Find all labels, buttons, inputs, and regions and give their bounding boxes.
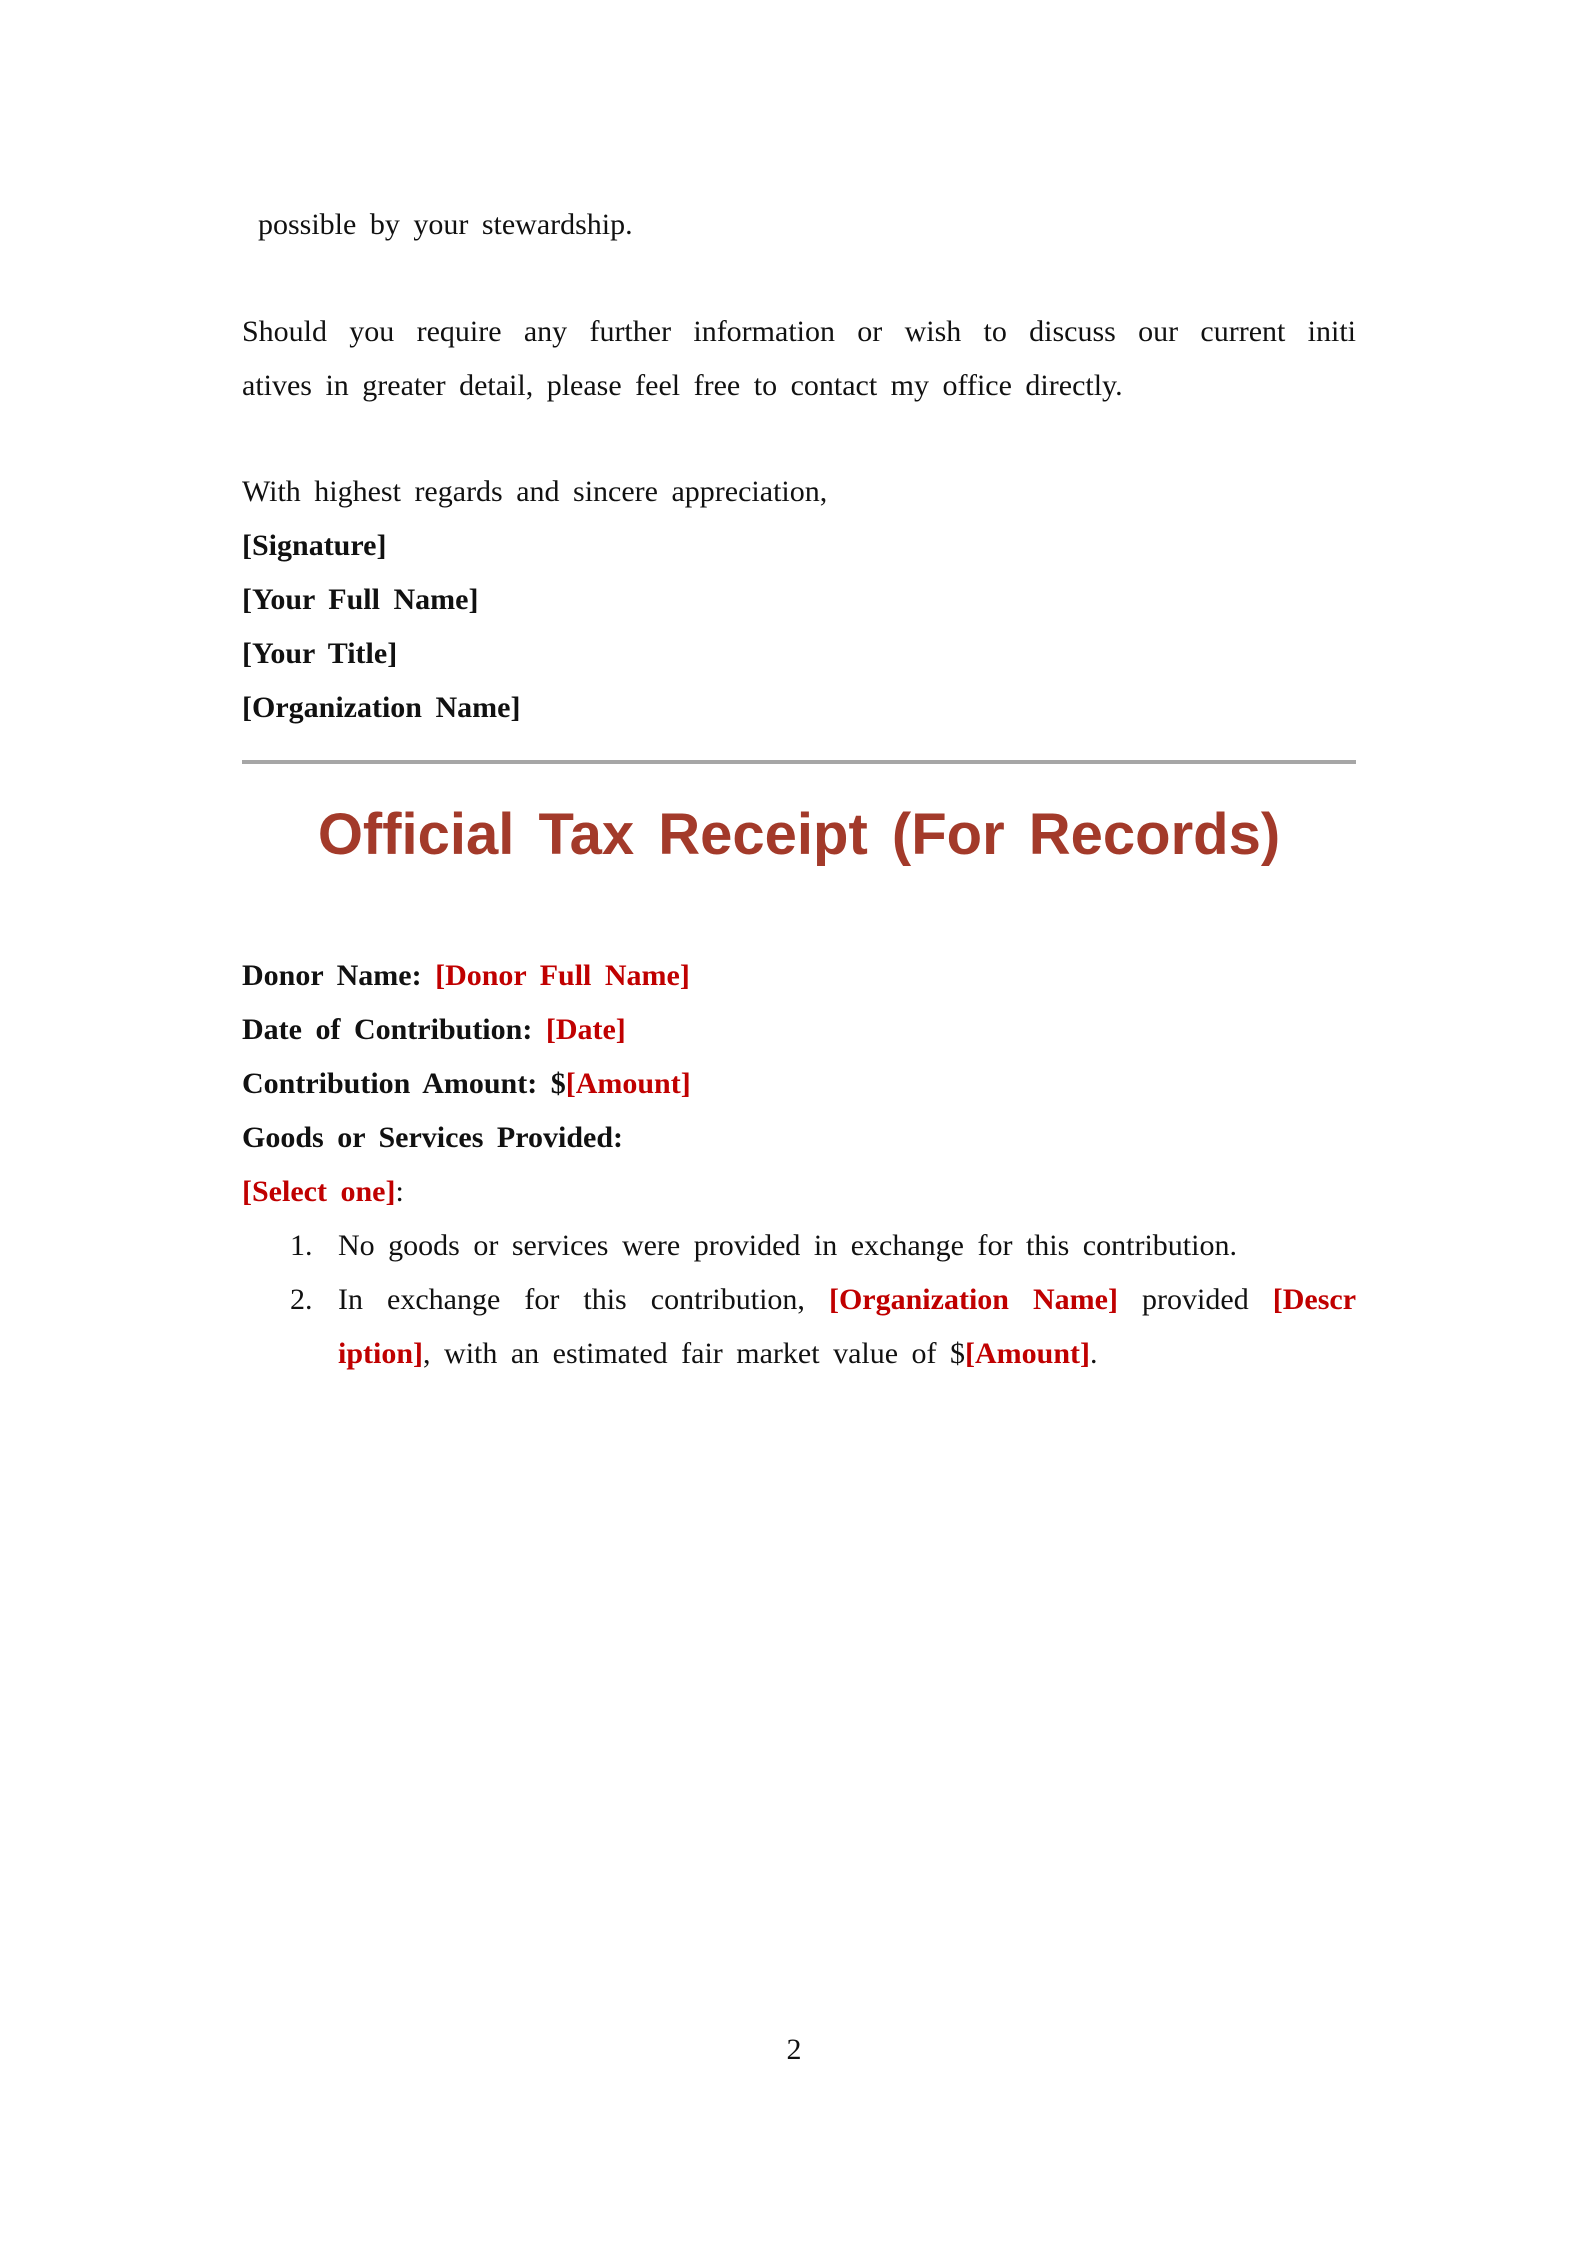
option2-line1 (338, 1280, 1356, 1320)
date-row (242, 1010, 626, 1050)
option2-org: [Organization Name] (828, 1283, 1118, 1316)
letter-further-info-line1: Should you require any further information or wish to discuss our current initi (242, 315, 1356, 348)
option2-amount: [Amount] (965, 1337, 1091, 1370)
letter-continued-line: possible by your stewardship. (258, 208, 633, 241)
select-one-colon: : (395, 1175, 404, 1208)
option2-mid: provided (1142, 1283, 1249, 1316)
donor-name-label: Donor Name: (242, 959, 422, 992)
date-label: Date of Contribution: (242, 1013, 533, 1046)
letter-title: [Your Title] (242, 637, 398, 670)
option1-number: 1. (290, 1229, 313, 1262)
select-one-value: [Select one] (242, 1175, 396, 1208)
amount-label: Contribution Amount: $ (242, 1067, 566, 1100)
option2-post: , with an estimated fair market value of $ (423, 1337, 966, 1370)
option2-end: . (1090, 1337, 1098, 1370)
letter-further-info-line2: atives in greater detail, please feel free to contact my office directly. (242, 369, 1123, 402)
option2-desc-part2: iption] (338, 1337, 424, 1370)
option2-number: 2. (290, 1283, 313, 1316)
select-one-row (242, 1172, 404, 1212)
letter-full-name: [Your Full Name] (242, 583, 479, 616)
goods-services-label: Goods or Services Provided: (242, 1121, 624, 1154)
donor-name-row (242, 956, 690, 996)
receipt-heading: Official Tax Receipt (For Records) (317, 802, 1281, 867)
page-number: 2 (786, 2033, 802, 2066)
option2-desc-part1: [Descr (1272, 1283, 1357, 1316)
option2-pre: In exchange for this contribution, (338, 1283, 805, 1316)
option2-line2 (338, 1334, 1098, 1374)
date-value: [Date] (545, 1013, 626, 1046)
option1-text: No goods or services were provided in exchange for this contribution. (338, 1229, 1237, 1262)
section-divider (242, 760, 1356, 764)
letter-organization: [Organization Name] (242, 691, 521, 724)
letter-closing: With highest regards and sincere appreciation, (242, 475, 828, 508)
amount-row (242, 1064, 691, 1104)
donor-name-value: [Donor Full Name] (435, 959, 690, 992)
letter-signature: [Signature] (242, 529, 387, 562)
amount-value: [Amount] (565, 1067, 691, 1100)
